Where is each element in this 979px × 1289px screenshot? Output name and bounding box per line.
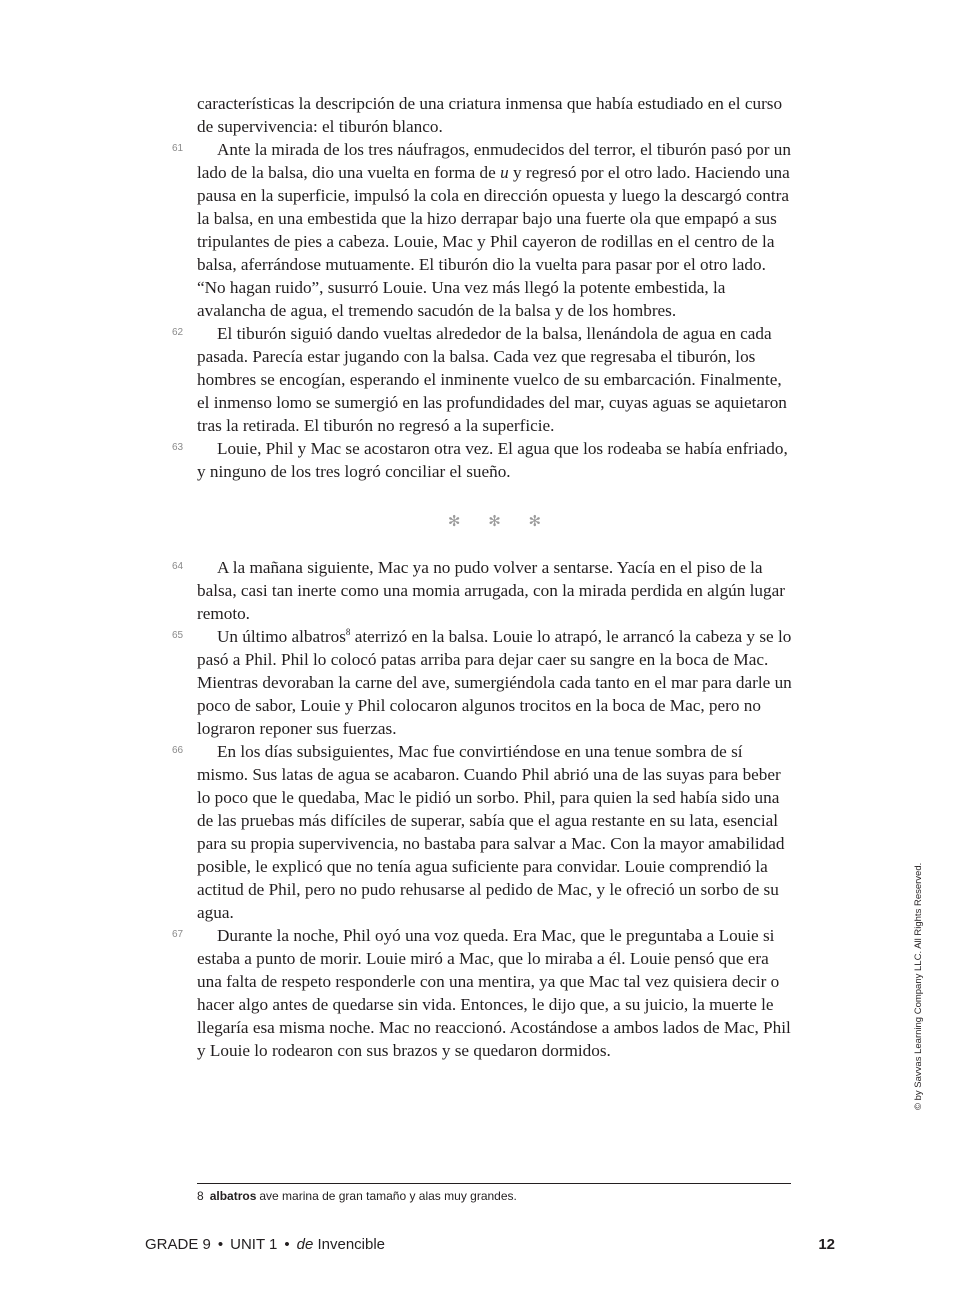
section-separator: ✻ ✻ ✻ (447, 514, 554, 530)
body-text (172, 92, 792, 1062)
paragraph-text: A la mañana siguiente, Mac ya no pudo volver a sentarse. Yacía en el piso de la balsa, casi tan inerte como una momia arrugada, con la mirada perdida en algún lugar remoto. (197, 558, 785, 623)
paragraph-continued (197, 92, 792, 138)
paragraph-number: 66 (172, 745, 184, 756)
paragraph-text: Ante la mirada de los tres náufragos, enmudecidos del terror, el tiburón pasó por un lado de la balsa, dio una vuelta en forma de (197, 140, 791, 182)
paragraph-67 (172, 924, 792, 1062)
footer-bullet: • (217, 1236, 224, 1253)
footer-unit: UNIT 1 (230, 1236, 278, 1253)
paragraph-text: aterrizó en la balsa. Louie lo atrapó, le arrancó la cabeza y se lo pasó a Phil. Phil lo colocó patas arriba para dejar caer su sangre en la boca de Mac. Mientras devoraban la carne del ave, sumergiéndola cada tanto en el mar para darle un poco de sabor, Louie y Phil colocaron algunos trocitos en la boca de Mac, pero no lograron reponer sus fuerzas. (197, 627, 792, 738)
paragraph-text: y regresó por el otro lado. Haciendo una pausa en la superficie, impulsó la cola en dirección opuesta y luego la descargó contra la balsa, en una embestida que la hizo derrapar bajo una fuerte ola que empapó a sus tripulantes de pies a cabeza. Louie, Mac y Phil cayeron de rodillas en el centro de la balsa, aferrándose mutuamente. El tiburón dio la vuelta para pasar por el otro lado. “No hagan ruido”, susurró Louie. Una vez más llegó la potente embestida, la avalancha de agua, el tremendo sacudón de la balsa y de los hombres. (197, 163, 790, 320)
copyright-notice: © by Savvas Learning Company LLC. All Rights Reserved. (913, 862, 924, 1110)
footnote (197, 1188, 797, 1204)
paragraph-text: El tiburón siguió dando vueltas alrededor de la balsa, llenándola de agua en cada pasada. Parecía estar jugando con la balsa. Cada vez que regresaba el tiburón, los hombres se encogían, esperando el inminente vuelco de su embarcación. Finalmente, el inmenso lomo se sumergió en las profundidades del mar, cuyas aguas se aquietaron tras la retirada. El tiburón no regresó a la superficie. (197, 324, 787, 435)
paragraph-61 (172, 138, 792, 322)
paragraph-text: En los días subsiguientes, Mac fue convirtiéndose en una tenue sombra de sí mismo. Sus latas de agua se acabaron. Cuando Phil abrió una de las suyas para beber lo poco que le quedaba, Mac le pidió un sorbo. Phil, para quien la sed había sido una de las pruebas más difíciles de superar, sabía que el agua restante en su lata, esencial para su propia supervivencia, no bastaba para salvar a Mac. Con la mayor amabilidad posible, le explicó que no tenía agua suficiente para convidar. Louie comprendió la actitud de Phil, pero no pudo rehusarse al pedido de Mac, y le ofreció un sorbo de su agua. (197, 742, 785, 922)
paragraph-number: 65 (172, 630, 184, 641)
paragraph-63 (172, 437, 792, 483)
footnote-term: albatros (209, 1189, 257, 1203)
footnote-reference: 8 (345, 627, 351, 637)
paragraph-text: Louie, Phil y Mac se acostaron otra vez. El agua que los rodeaba se había enfriado, y ninguno de los tres logró conciliar el sueño. (197, 439, 788, 481)
footer-bullet: • (284, 1236, 290, 1253)
footer-title: Invencible (317, 1236, 386, 1253)
footer-de: de (296, 1236, 314, 1253)
paragraph-text: Durante la noche, Phil oyó una voz queda. Era Mac, que le preguntaba a Louie si estaba a punto de morir. Louie miró a Mac, que lo miraba a él. Louie pensó que era una falta de respeto responderle con una mentira, ya que Mac tal vez quisiera decir o hacer algo antes de quedarse sin vida. Entonces, le dijo que, a su juicio, la muerte le llegaría esa misma noche. Mac no reaccionó. Acostándose a ambos lados de Mac, Phil y Louie lo rodearon con sus brazos y se quedaron dormidos. (197, 926, 791, 1060)
paragraph-number: 67 (172, 929, 184, 940)
footnote-number: 8 (197, 1189, 204, 1203)
paragraph-number: 61 (172, 143, 184, 154)
paragraph-text: características la descripción de una criatura inmensa que había estudiado en el curso de supervivencia: el tiburón blanco. (197, 94, 783, 136)
footnote-definition: ave marina de gran tamaño y alas muy grandes. (259, 1189, 517, 1203)
emphasis-letter: u (500, 163, 509, 182)
paragraph-66 (172, 740, 792, 924)
paragraph-number: 63 (172, 442, 184, 453)
page-footer (145, 1235, 835, 1255)
footer-grade: GRADE 9 (145, 1236, 211, 1253)
paragraph-65 (172, 625, 792, 740)
paragraph-text: Un último albatros (217, 627, 346, 646)
footnote-divider (197, 1183, 791, 1184)
page-number: 12 (818, 1236, 835, 1253)
paragraph-number: 64 (172, 561, 184, 572)
paragraph-62 (172, 322, 792, 437)
paragraph-number: 62 (172, 327, 184, 338)
paragraph-64 (172, 556, 792, 625)
